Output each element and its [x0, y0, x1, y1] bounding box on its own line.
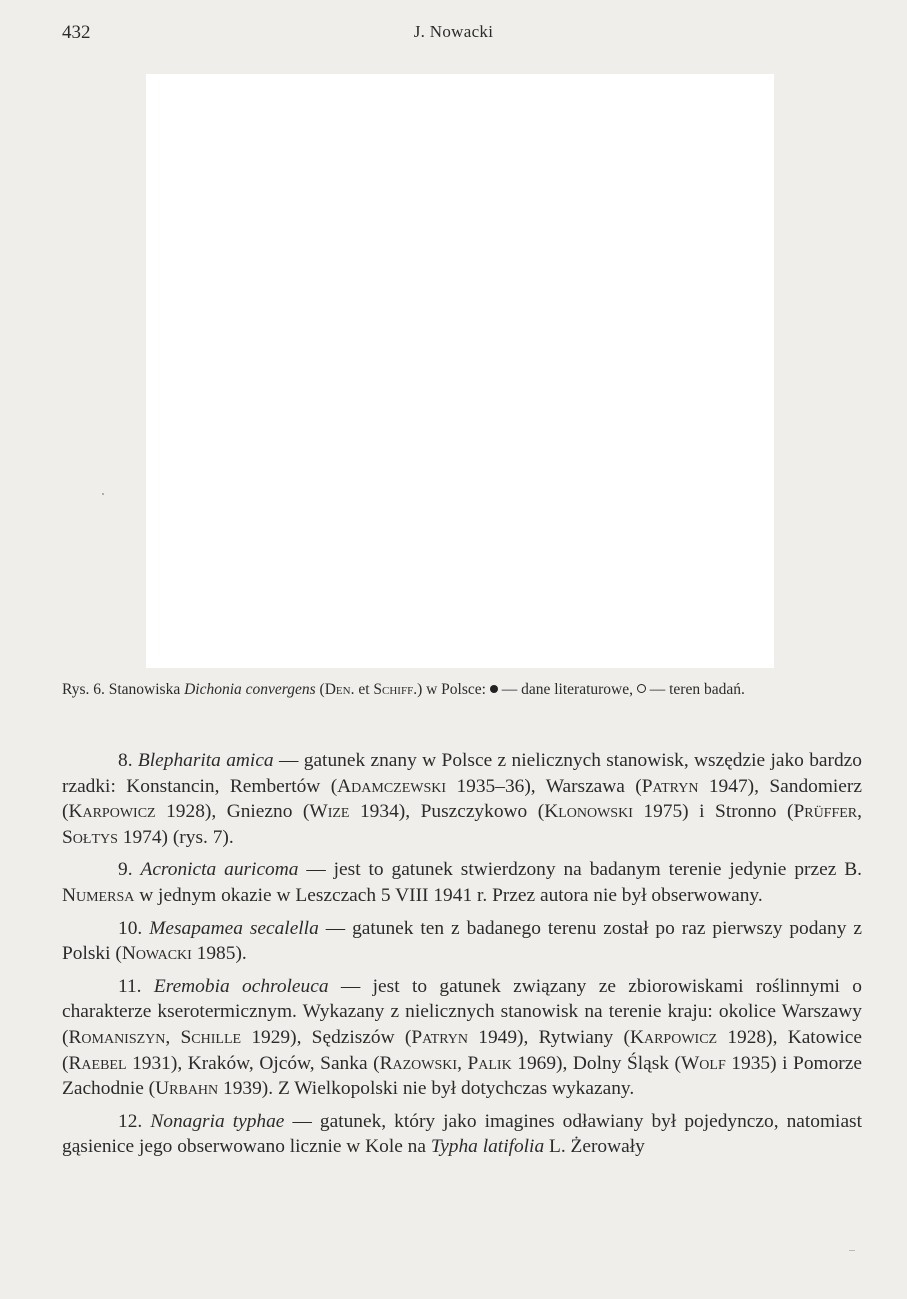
paragraph-9: [62, 857, 862, 908]
distribution-map-figure: [146, 74, 774, 668]
text: 1949), Rytwiany (: [468, 1026, 630, 1048]
author-name: Sołtys: [62, 826, 118, 848]
text: 1939). Z Wielkopolski nie był dotychczas wykazany.: [218, 1078, 635, 1100]
paragraph-10: [62, 916, 862, 967]
author-name: Romaniszyn: [68, 1026, 166, 1048]
text: — gatunek znany w Polsce z nielicznych stanowisk, wszędzie jako bardzo rzadki: Konstancin, Rembertów (: [62, 750, 862, 797]
author-name: Numersa: [62, 884, 135, 906]
caption-author-mid: . et: [350, 681, 370, 698]
species-name: Eremobia ochroleuca: [153, 975, 329, 997]
text: 1975) i Stronno (: [632, 801, 794, 823]
author-name: Karpowicz: [629, 1026, 718, 1048]
paragraph-11: [62, 974, 862, 1102]
author-name: Wolf: [680, 1052, 726, 1074]
paragraph-number: 9.: [118, 859, 133, 881]
text: w jednym okazie w Leszczach 5 VIII 1941 r. Przez autora nie był obserwowany.: [134, 884, 763, 906]
author-name: Palik: [467, 1052, 512, 1074]
paragraph-number: 10.: [118, 917, 143, 939]
caption-label: Rys. 6. Stanowiska: [62, 681, 181, 698]
text: — gatunek, który jako imagines odławiany był pojedynczo, natomiast gąsienice jego obserwowano licznie w Kole na: [62, 1110, 862, 1158]
author-name: Raebel: [68, 1052, 127, 1074]
plant-species-name: Typha latifolia: [430, 1136, 545, 1158]
running-head: J. Nowacki: [413, 22, 494, 41]
author-name: Patryn: [411, 1026, 469, 1048]
open-circle-icon: [637, 684, 646, 693]
caption-author-open: (: [319, 681, 325, 698]
caption-author-close: .) w Polsce:: [413, 681, 486, 698]
text: 1985).: [191, 943, 247, 965]
scan-edge-mark: [849, 1250, 855, 1251]
text: — jest to gatunek związany ze zbiorowiskami roślinnymi o charakterze kserotermicznym. Wykazany z nielicznych stanowisk na terenie kraju: okolice Warszawy (: [62, 975, 862, 1048]
body-text: [62, 748, 862, 1167]
text: — gatunek ten z badanego terenu został po raz pierwszy podany z Polski (: [62, 917, 862, 965]
scan-speck: [102, 493, 104, 495]
legend-filled-text: — dane literaturowe,: [497, 681, 633, 698]
species-name: Mesapamea secalella: [149, 917, 319, 939]
author-name: Nowacki: [121, 943, 192, 965]
species-name: Blepharita amica: [137, 750, 274, 771]
text: 1928), Gniezno (: [155, 801, 310, 823]
species-name: Nonagria typhae: [150, 1110, 285, 1132]
species-name: Acronicta auricoma: [140, 859, 299, 881]
paragraph-number: 11.: [118, 975, 142, 997]
legend-open-text: — teren badań.: [645, 681, 745, 698]
paragraph-8: [62, 748, 862, 850]
author-name: Schille: [180, 1026, 242, 1048]
paragraph-number: 12.: [118, 1110, 143, 1132]
author-name: Karpowicz: [68, 801, 156, 823]
text: 1931), Kraków, Ojców, Sanka (: [126, 1052, 380, 1074]
text: L. Żerowały: [544, 1136, 645, 1158]
text: 1935) i Pomorze Zachodnie (: [62, 1052, 862, 1100]
text: 1969), Dolny Śląsk (: [511, 1052, 681, 1074]
text: 1929), Sędziszów (: [241, 1026, 412, 1048]
text: ,: [457, 1052, 468, 1074]
author-name: Wize: [309, 801, 350, 823]
author-name: Klonowski: [544, 801, 633, 823]
text: ,: [857, 801, 863, 823]
caption-species: Dichonia convergens: [184, 681, 316, 698]
text: 1947), Sandomierz (: [62, 775, 862, 823]
author-name: Patryn: [641, 775, 699, 797]
page-number: 432: [62, 22, 91, 43]
filled-circle-icon: [490, 685, 498, 693]
paragraph-12: [62, 1109, 862, 1160]
author-name: Urbahn: [155, 1078, 219, 1100]
text: — jest to gatunek stwierdzony na badanym terenie jedynie przez B.: [298, 859, 862, 881]
figure-caption: [62, 681, 862, 699]
text: 1928), Katowice (: [62, 1026, 862, 1074]
text: 1974) (rys. 7).: [117, 826, 234, 848]
author-name: Adamczewski: [337, 775, 447, 797]
author-name: Razowski: [379, 1052, 458, 1074]
text: 1935–36), Warszawa (: [446, 775, 642, 797]
paragraph-number: 8.: [118, 750, 133, 771]
text: ,: [165, 1026, 181, 1048]
text: 1934), Puszczykowo (: [349, 801, 545, 823]
author-name: Prüffer: [793, 801, 858, 823]
caption-author-a: Den: [324, 681, 351, 698]
caption-author-b: Schiff: [373, 681, 414, 698]
